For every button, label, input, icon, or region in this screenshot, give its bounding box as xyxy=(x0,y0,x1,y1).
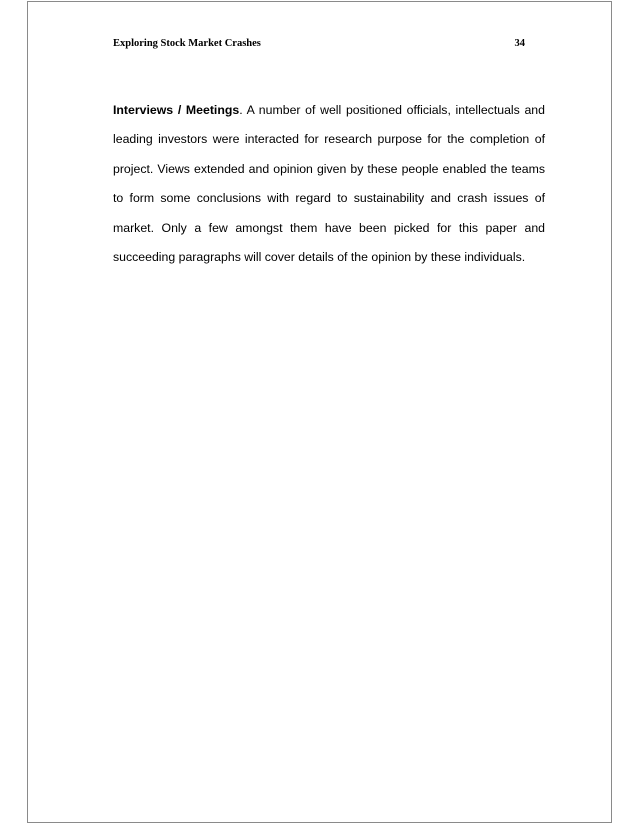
header-title: Exploring Stock Market Crashes xyxy=(113,38,261,49)
paragraph-text: . A number of well positioned officials, intellectuals and leading investors were interacted for research purpose for the completion of project. Views extended and opinion given by these people enabled the teams to form some conclusions with regard to sustainability and crash issues of market. Only a few amongst them have been picked for this paper and succeeding paragraphs will cover details of the opinion by these individuals. xyxy=(113,103,545,265)
paragraph-heading: Interviews / Meetings xyxy=(113,103,240,117)
running-header xyxy=(113,38,525,49)
body-paragraph xyxy=(113,96,545,272)
page-number: 34 xyxy=(514,38,525,49)
